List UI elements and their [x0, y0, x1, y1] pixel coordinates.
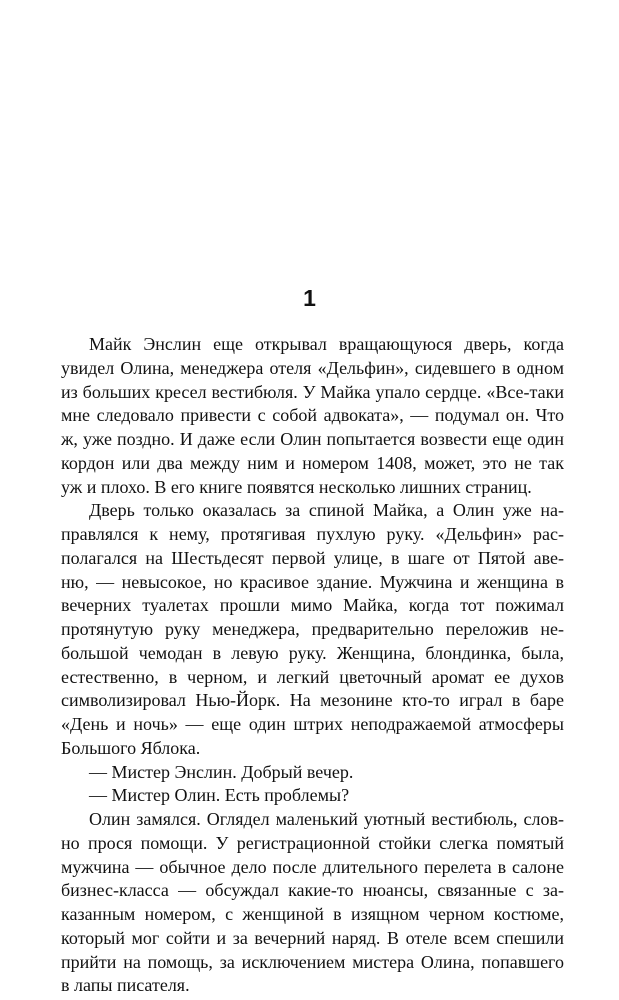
text-line: правлялся к нему, протягивая пухлую руку. «Дельфин» рас-: [61, 524, 564, 544]
text-line: в лапы писателя.: [61, 975, 190, 996]
text-line: уж и плохо. В его книге появятся несколько лишних страниц.: [61, 476, 532, 497]
text-line: протянутую руку менеджера, предварительно переложив не-: [61, 619, 564, 639]
text-line: — Мистер Энслин. Добрый вечер.: [89, 761, 354, 782]
text-line: мужчина — обычное дело после длительного перелета в салоне: [61, 856, 564, 877]
text-line: казанным номером, с женщиной в изящном черном костюме,: [61, 904, 564, 924]
chapter-number: 1: [303, 285, 316, 311]
text-line: естественно, в черном, и легкий цветочный аромат ее духов: [61, 666, 564, 687]
text-line: полагался на Шестьдесят первой улице, в шаге от Пятой аве-: [61, 547, 564, 568]
text-line: мне следовало привести с собой адвоката», — подумал он. Что: [61, 405, 564, 426]
text-line: «День и ночь» — еще один штрих неподражаемой атмосферы: [61, 714, 564, 734]
text-line: ж, уже поздно. И даже если Олин попытается возвести еще один: [61, 429, 564, 449]
text-line: увидел Олина, менеджера отеля «Дельфин», сидевшего в одном: [61, 357, 564, 378]
chapter-text: [61, 333, 564, 998]
text-line: Дверь только оказалась за спиной Майка, а Олин уже на-: [89, 500, 564, 521]
text-line: Майк Энслин еще открывал вращающуюся дверь, когда: [89, 334, 564, 354]
text-line: — Мистер Олин. Есть проблемы?: [89, 785, 350, 806]
text-line: Олин замялся. Оглядел маленький уютный вестибюль, слов-: [89, 809, 564, 829]
text-line: из больших кресел вестибюля. У Майка упало сердце. «Все-таки: [61, 381, 564, 402]
text-line: Большого Яблока.: [61, 737, 201, 758]
text-line: символизировал Нью-Йорк. На мезонине кто-то играл в баре: [61, 690, 564, 711]
text-line: бизнес-класса — обсуждал какие-то нюансы, связанные с за-: [61, 880, 564, 901]
text-line: вечерних туалетах прошли мимо Майка, когда тот пожимал: [61, 595, 564, 616]
text-line: ню, — невысокое, но красивое здание. Мужчина и женщина в: [61, 571, 564, 592]
text-line: большой чемодан в левую руку. Женщина, блондинка, была,: [61, 642, 564, 663]
text-line: который мог сойти и за вечерний наряд. В отеле всем спешили: [61, 927, 564, 948]
text-line: но прося помощи. У регистрационной стойки слегка помятый: [61, 832, 564, 853]
text-line: прийти на помощь, за исключением мистера Олина, попавшего: [61, 951, 564, 972]
text-line: кордон или два между ним и номером 1408, может, это не так: [61, 452, 564, 473]
